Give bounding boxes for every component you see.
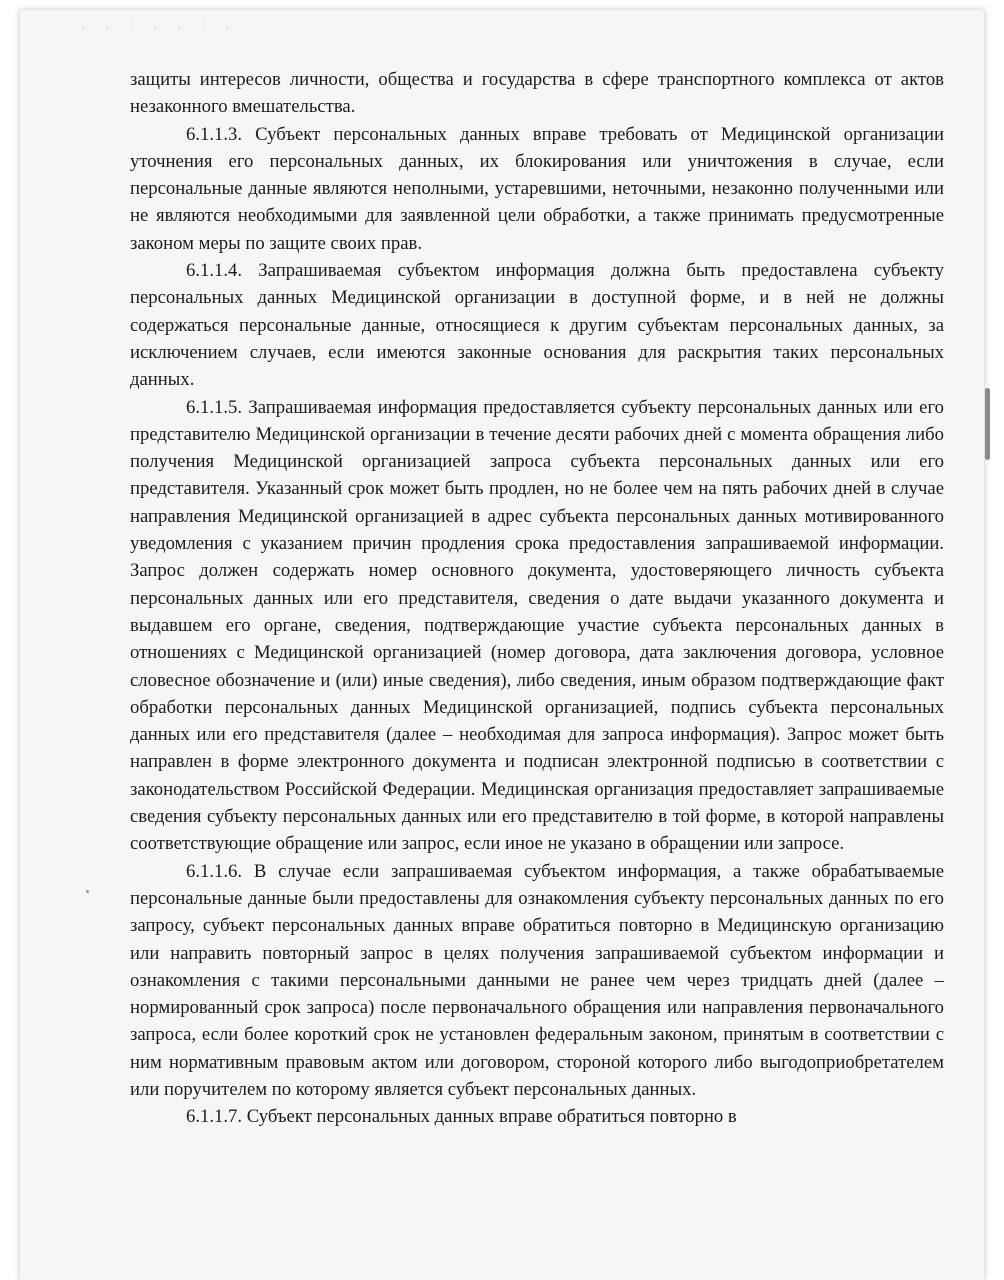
paragraph-continuation: защиты интересов личности, общества и государства в сфере транспортного комплекса от актов незаконного вмешательства. — [130, 69, 944, 118]
document-text — [130, 66, 944, 1131]
paragraph-6-1-1-4: 6.1.1.4. Запрашиваемая субъектом информация должна быть предоставлена субъекту персональных данных Медицинской организации в доступной форме, и в ней не должны содержаться персональные данные, относящиеся к другим субъектам персональных данных, за исключением случаев, если имеются законные основания для раскрытия таких персональных данных. — [130, 260, 944, 391]
paragraph-6-1-1-3: 6.1.1.3. Субъект персональных данных вправе требовать от Медицинской организации уточнения его персональных данных, их блокирования или уничтожения в случае, если персональные данные являются неполными, устаревшими, неточными, незаконно полученными или не являются необходимыми для заявленной цели обработки, а также принимать предусмотренные законом меры по защите своих прав. — [130, 123, 944, 254]
scan-dot — [86, 890, 89, 893]
paragraph-6-1-1-7: 6.1.1.7. Субъект персональных данных вправе обратиться повторно в — [186, 1106, 737, 1128]
scan-artifact: · · ˙ · · ˙ · — [80, 24, 237, 35]
paragraph-6-1-1-5: 6.1.1.5. Запрашиваемая информация предоставляется субъекту персональных данных или его представителю Медицинской организации в течение десяти рабочих дней с момента обращения либо получения Медицинской организацией запроса субъекта персональных данных или его представителя. Указанный срок может быть продлен, но не более чем на пять рабочих дней в случае направления Медицинской организацией в адрес субъекта персональных данных мотивированного уведомления с указанием причин продления срока предоставления запрашиваемой информации. Запрос должен содержать номер основного документа, удостоверяющего личность субъекта персональных данных или его представителя, сведения о дате выдачи указанного документа и выдавшем его органе, сведения, подтверждающие участие субъекта персональных данных в отношениях с Медицинской организацией (номер договора, дата заключения договора, условное словесное обозначение и (или) иные сведения), либо сведения, иным образом подтверждающие факт обработки персональных данных Медицинской организацией, подпись субъекта персональных данных или его представителя (далее – необходимая для запроса информация). Запрос может быть направлен в форме электронного документа и подписан электронной подписью в соответствии с законодательством Российской Федерации. Медицинская организация предоставляет запрашиваемые сведения субъекту персональных данных или его представителю в той форме, в которой направлены соответствующие обращение или запрос, если иное не указано в обращении или запросе. — [130, 396, 944, 855]
paragraph-6-1-1-6: 6.1.1.6. В случае если запрашиваемая субъектом информация, а также обрабатываемые персональные данные были предоставлены для ознакомления субъекту персональных данных по его запросу, субъект персональных данных вправе обратиться повторно в Медицинскую организацию или направить повторный запрос в целях получения запрашиваемой субъектом информации и ознакомления с такими персональными данными не ранее чем через тридцать дней (далее – нормированный срок запроса) после первоначального обращения или направления первоначального запроса, если более короткий срок не установлен федеральным законом, принятым в соответствии с ним нормативным правовым актом или договором, стороной которого либо выгодоприобретателем или поручителем по которому является субъект персональных данных. — [130, 860, 944, 1100]
scrollbar-thumb[interactable] — [985, 388, 990, 460]
